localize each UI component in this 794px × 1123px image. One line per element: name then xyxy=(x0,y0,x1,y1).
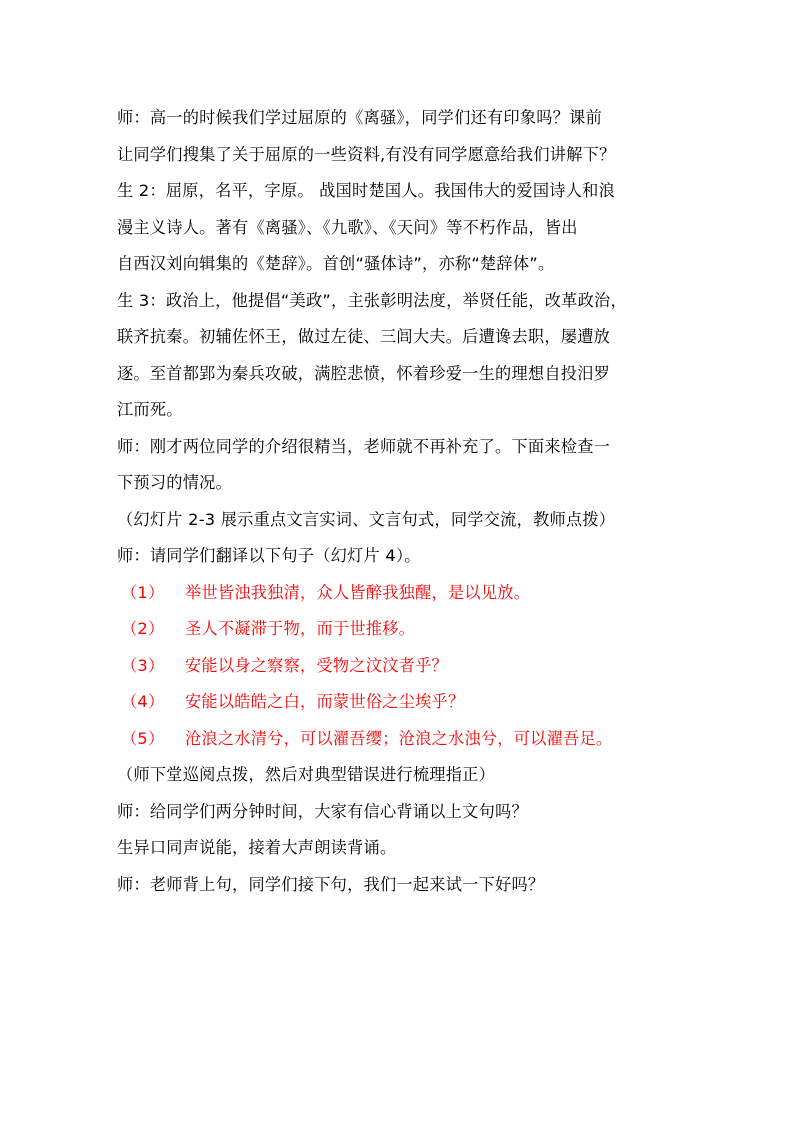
paragraph-line: 联齐抗秦。初辅佐怀王，做过左徒、三闾大夫。后遭谗去职，屡遭放 xyxy=(117,327,611,346)
translation-sentence-list xyxy=(117,575,689,758)
paragraph-line: 江而死。 xyxy=(117,400,183,419)
sentence-number: （4） xyxy=(121,692,165,711)
sentence-number: （2） xyxy=(121,619,165,638)
sentence-text: 沧浪之水清兮，可以濯吾缨；沧浪之水浊兮，可以濯吾足。 xyxy=(185,728,613,748)
paragraph-line: 漫主义诗人。著有《离骚》、《九歌》、《天问》等不朽作品，皆出 xyxy=(117,217,578,237)
translation-sentence-item xyxy=(117,648,689,685)
dialogue-followup xyxy=(117,757,689,903)
sentence-number: （5） xyxy=(121,728,165,748)
paragraph-line: 师：刚才两位同学的介绍很精当，老师就不再补充了。下面来检查一 xyxy=(117,436,611,456)
translation-sentence-item xyxy=(117,611,689,648)
dialogue-intro xyxy=(117,100,689,575)
paragraph-line: （幻灯片 2-3 展示重点文言实词、文言句式，同学交流，教师点拨） xyxy=(117,509,616,529)
paragraph-line: 让同学们搜集了关于屈原的一些资料,有没有同学愿意给我们讲解下？ xyxy=(117,144,616,164)
paragraph-line: 师：给同学们两分钟时间，大家有信心背诵以上文句吗？ xyxy=(117,801,528,821)
translation-sentence-item xyxy=(117,721,689,758)
document-body xyxy=(117,100,689,903)
sentence-number: （1） xyxy=(121,582,165,602)
paragraph-line: 生异口同声说能，接着大声朗读背诵。 xyxy=(117,838,397,857)
translation-sentence-item xyxy=(117,575,689,612)
paragraph-line: （师下堂巡阅点拨，然后对典型错误进行梳理指正） xyxy=(117,765,496,784)
sentence-number: （3） xyxy=(121,655,165,675)
paragraph-line: 自西汉刘向辑集的《楚辞》。首创“骚体诗”，亦称“楚辞体”。 xyxy=(117,254,555,273)
paragraph-line: 师：老师背上句，同学们接下句，我们一起来试一下好吗？ xyxy=(117,874,545,894)
paragraph-line: 师：高一的时候我们学过屈原的《离骚》，同学们还有印象吗？课前 xyxy=(117,108,603,127)
translation-sentence-item xyxy=(117,684,689,721)
sentence-text: 安能以皓皓之白，而蒙世俗之尘埃乎？ xyxy=(185,692,465,711)
sentence-text: 安能以身之察察，受物之汶汶者乎？ xyxy=(185,655,448,675)
paragraph-line: 生 3：政治上，他提倡“美政”，主张彰明法度，举贤任能，改革政治， xyxy=(117,290,627,310)
paragraph-line: 生 2：屈原，名平，字原。 战国时楚国人。我国伟大的爱国诗人和浪 xyxy=(117,181,616,200)
paragraph-line: 下预习的情况。 xyxy=(117,473,233,492)
paragraph-line: 逐。至首都郢为秦兵攻破，满腔悲愤，怀着珍爱一生的理想自投汨罗 xyxy=(117,363,611,383)
paragraph-line: 师：请同学们翻译以下句子（幻灯片 4）。 xyxy=(117,546,421,565)
sentence-text: 举世皆浊我独清，众人皆醉我独醒，是以见放。 xyxy=(185,582,531,602)
sentence-text: 圣人不凝滞于物，而于世推移。 xyxy=(185,619,416,638)
